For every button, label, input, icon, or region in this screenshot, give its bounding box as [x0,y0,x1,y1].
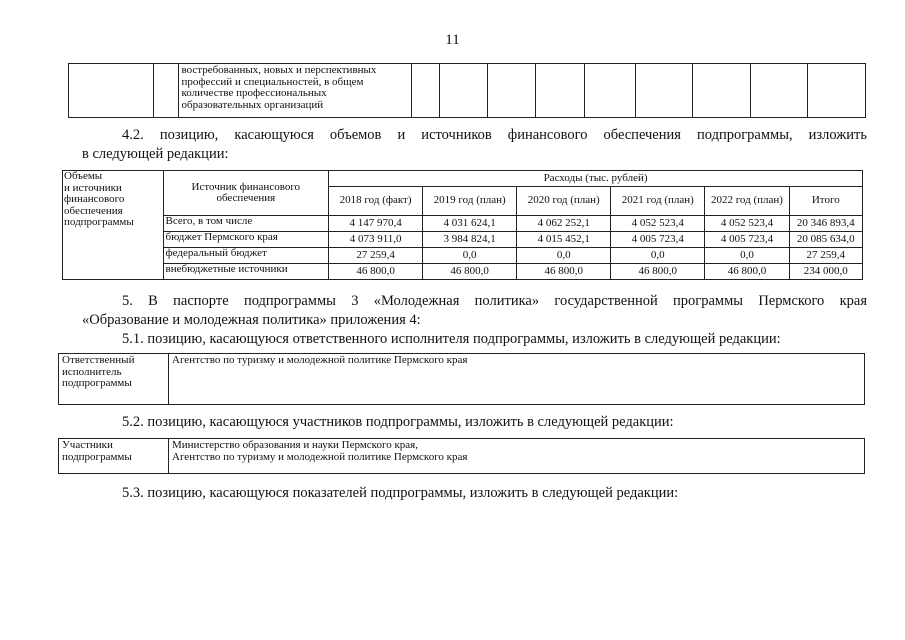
expenses-header: Расходы (тыс. рублей) [329,171,863,187]
top-table-line: востребованных, новых и перспективных [181,64,377,76]
value-cell: 4 005 723,4 [705,232,789,248]
participants-table [58,438,865,474]
source-name: бюджет Пермского края [163,232,329,248]
value-cell: 3 984 824,1 [423,232,517,248]
table-row [63,264,863,280]
top-table-cell [154,64,179,118]
participants-label-line: подпрограммы [62,450,132,463]
table-row [63,216,863,232]
source-name: федеральный бюджет [163,248,329,264]
top-table-cell [750,64,808,118]
value-cell: 4 015 452,1 [517,232,611,248]
source-name: Всего, в том числе [163,216,329,232]
finance-label-line: обеспечения [64,204,123,217]
value-cell: 4 031 624,1 [423,216,517,232]
source-name: внебюджетные источники [163,264,329,280]
year-header: 2018 год (факт) [329,187,423,216]
page-number: 11 [445,32,460,48]
participants-label [59,439,169,474]
finance-label-line: финансового [64,193,125,205]
paragraph-5-line1: 5. В паспорте подпрограммы 3 «Молодежная политика» государственной программы Пермского края [122,293,867,309]
value-cell: 234 000,0 [789,264,862,280]
top-table-cell [693,64,751,118]
top-table-line: профессий и специальностей, в общем [181,75,364,88]
participant-item: Министерство образования и науки Пермского края, [172,439,418,451]
year-header: 2021 год (план) [611,187,705,216]
finance-label-line: подпрограммы [64,216,134,228]
table-row [63,232,863,248]
top-table-cell [412,64,439,118]
value-cell: 46 800,0 [423,264,517,280]
year-header: 2022 год (план) [705,187,789,216]
finance-label-line: и источники [64,181,122,194]
value-cell: 0,0 [423,248,517,264]
finance-label-cell [63,171,164,280]
top-table [68,63,866,118]
year-header: 2020 год (план) [517,187,611,216]
participant-item: Агентство по туризму и молодежной политике Пермского края [172,450,468,463]
value-cell: 20 346 893,4 [789,216,862,232]
value-cell: 4 052 523,4 [611,216,705,232]
responsible-value: Агентство по туризму и молодежной политике Пермского края [169,354,865,405]
value-cell: 4 073 911,0 [329,232,423,248]
paragraph-4-2-line1: 4.2. позицию, касающуюся объемов и источников финансового обеспечения подпрограммы, изложить [122,127,867,143]
top-table-cell [69,64,154,118]
paragraph-5-3: 5.3. позицию, касающуюся показателей подпрограммы, изложить в следующей редакции: [122,485,679,501]
top-table-text-cell [179,64,412,118]
top-table-cell [808,64,866,118]
value-cell: 27 259,4 [329,248,423,264]
value-cell: 20 085 634,0 [789,232,862,248]
table-row [63,248,863,264]
value-cell: 46 800,0 [705,264,789,280]
year-header: Итого [789,187,862,216]
value-cell: 46 800,0 [611,264,705,280]
value-cell: 4 005 723,4 [611,232,705,248]
top-table-line: образовательных организаций [181,98,324,111]
responsible-label-line: подпрограммы [62,377,132,389]
finance-table [62,170,863,280]
value-cell: 4 062 252,1 [517,216,611,232]
top-table-cell [635,64,693,118]
value-cell: 46 800,0 [329,264,423,280]
top-table-cell [584,64,635,118]
source-header: Источник финансового обеспечения [163,171,329,216]
paragraph-4-2-line2: в следующей редакции: [82,146,229,162]
participants-value [169,439,865,474]
value-cell: 0,0 [517,248,611,264]
paragraph-5-2: 5.2. позицию, касающуюся участников подпрограммы, изложить в следующей редакции: [122,414,674,430]
value-cell: 27 259,4 [789,248,862,264]
finance-label-line: Объемы [64,170,103,182]
top-table-line: количестве профессиональных [181,87,327,99]
value-cell: 0,0 [611,248,705,264]
value-cell: 4 052 523,4 [705,216,789,232]
value-cell: 4 147 970,4 [329,216,423,232]
responsible-table [58,353,865,405]
value-cell: 46 800,0 [517,264,611,280]
paragraph-5-1: 5.1. позицию, касающуюся ответственного исполнителя подпрограммы, изложить в следующей редакции: [122,331,781,347]
value-cell: 0,0 [705,248,789,264]
responsible-label-line: исполнитель [62,365,122,378]
responsible-label-line: Ответственный [62,354,135,366]
top-table-cell [536,64,584,118]
year-header: 2019 год (план) [423,187,517,216]
participants-label-line: Участники [62,439,113,451]
top-table-cell [439,64,487,118]
paragraph-5-line2: «Образование и молодежная политика» приложения 4: [82,312,421,328]
top-table-cell [487,64,535,118]
responsible-label [59,354,169,405]
